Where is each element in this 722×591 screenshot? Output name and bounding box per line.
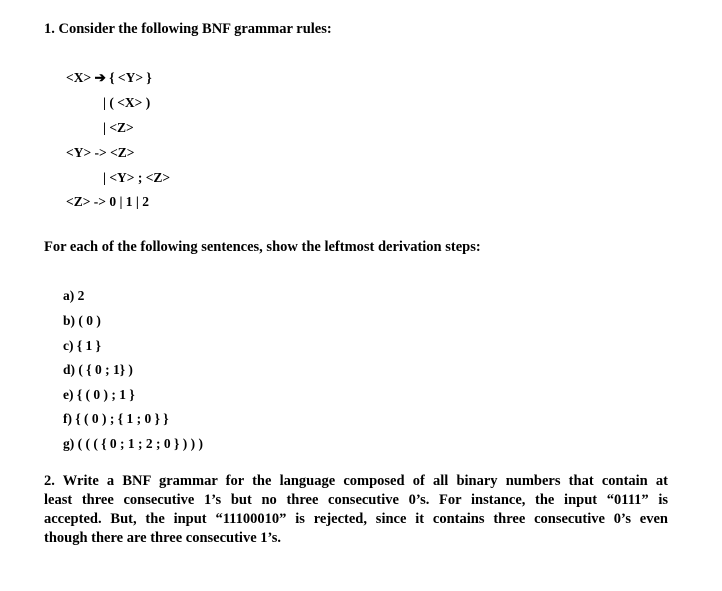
sentence-g: g) ( ( ( { 0 ; 1 ; 2 ; 0 } ) ) ): [63, 436, 203, 451]
question-2-line-3: accepted. But, the input “11100010” is rejected, since it contains three consecutive 0’s even: [44, 511, 668, 527]
sentence-c: c) { 1 }: [63, 338, 102, 353]
question-1-title: 1. Consider the following BNF grammar rules:: [44, 21, 332, 37]
sentence-d: d) ( { 0 ; 1} ): [63, 362, 133, 377]
grammar-rule-x: <X> ➔ { <Y> }: [66, 70, 152, 85]
grammar-rule-y: <Y> -> <Z>: [66, 145, 135, 160]
question-2-line-2: least three consecutive 1’s but no three consecutive 0’s. For instance, the input “0111” is: [44, 492, 668, 508]
question-2-line-1: 2. Write a BNF grammar for the language composed of all binary numbers that contain at: [44, 473, 668, 489]
question-2-line-4: though there are three consecutive 1’s.: [44, 530, 282, 546]
sentence-f: f) { ( 0 ) ; { 1 ; 0 } }: [63, 411, 169, 426]
grammar-rule-x-alt-z: | <Z>: [103, 120, 134, 135]
grammar-rule-z: <Z> -> 0 | 1 | 2: [66, 194, 150, 209]
sentence-b: b) ( 0 ): [63, 313, 101, 328]
derivation-instruction: For each of the following sentences, show the leftmost derivation steps:: [44, 239, 481, 255]
grammar-rule-x-alt-paren: | ( <X> ): [103, 95, 151, 110]
sentence-a: a) 2: [63, 288, 85, 303]
question-2-paragraph: [44, 472, 668, 548]
sentence-e: e) { ( 0 ) ; 1 }: [63, 387, 135, 402]
grammar-rule-y-alt: | <Y> ; <Z>: [103, 170, 171, 185]
